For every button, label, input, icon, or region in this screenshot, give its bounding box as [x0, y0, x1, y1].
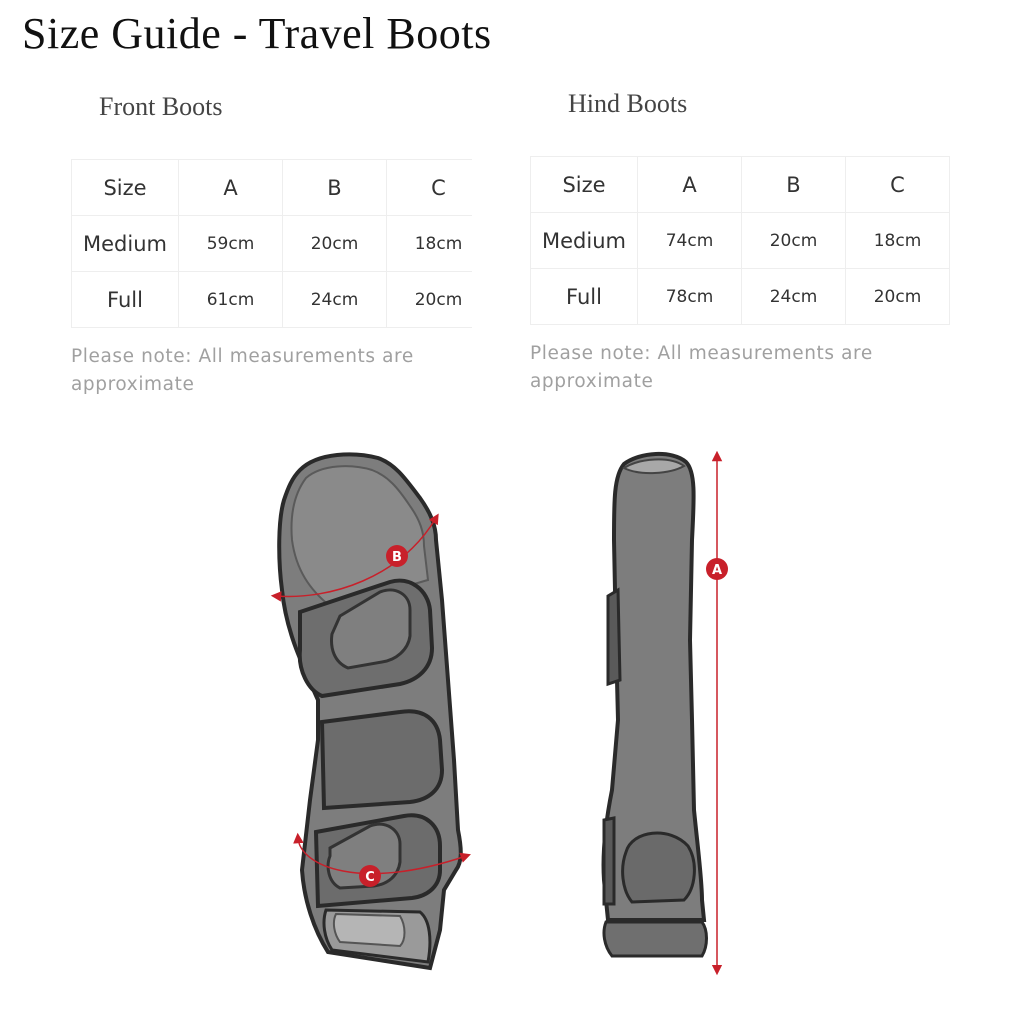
column-header-a: A	[638, 157, 742, 213]
measure-b-cell: 20cm	[283, 216, 387, 272]
size-cell: Full	[72, 272, 179, 328]
marker-a-label: A	[711, 563, 723, 578]
column-header-c: C	[387, 160, 473, 216]
column-header-c: C	[846, 157, 950, 213]
front-hoof-window	[334, 914, 405, 946]
measure-c-cell: 18cm	[387, 216, 473, 272]
measure-a-cell: 78cm	[638, 269, 742, 325]
column-header-b: B	[283, 160, 387, 216]
hind-hoof	[604, 922, 707, 956]
size-cell: Medium	[531, 213, 638, 269]
hind-boot-illustration	[603, 454, 728, 970]
measure-c-cell: 20cm	[387, 272, 473, 328]
measure-c-cell: 20cm	[846, 269, 950, 325]
column-header-b: B	[742, 157, 846, 213]
middle-strap	[322, 711, 442, 808]
measure-a-cell: 59cm	[179, 216, 283, 272]
hind-heel-pad	[623, 833, 695, 902]
page-title: Size Guide - Travel Boots	[22, 9, 492, 58]
column-header-size: Size	[531, 157, 638, 213]
marker-c-label: C	[365, 870, 375, 885]
front-boot-illustration	[276, 454, 466, 968]
front-measurement-note: Please note: All measurements are approximate	[71, 346, 414, 395]
column-header-a: A	[179, 160, 283, 216]
marker-b-label: B	[392, 550, 402, 565]
measure-a-cell: 74cm	[638, 213, 742, 269]
size-cell: Medium	[72, 216, 179, 272]
hind-strap-tab-lower	[604, 818, 614, 904]
measure-b-cell: 24cm	[742, 269, 846, 325]
hind-boots-heading: Hind Boots	[568, 89, 688, 118]
hind-strap-tab-upper	[608, 590, 620, 684]
front-boots-heading: Front Boots	[99, 92, 223, 121]
column-header-size: Size	[72, 160, 179, 216]
size-cell: Full	[531, 269, 638, 325]
measure-a-cell: 61cm	[179, 272, 283, 328]
measure-b-cell: 20cm	[742, 213, 846, 269]
measure-c-cell: 18cm	[846, 213, 950, 269]
measure-b-cell: 24cm	[283, 272, 387, 328]
hind-measurement-note: Please note: All measurements are approximate	[530, 343, 873, 392]
